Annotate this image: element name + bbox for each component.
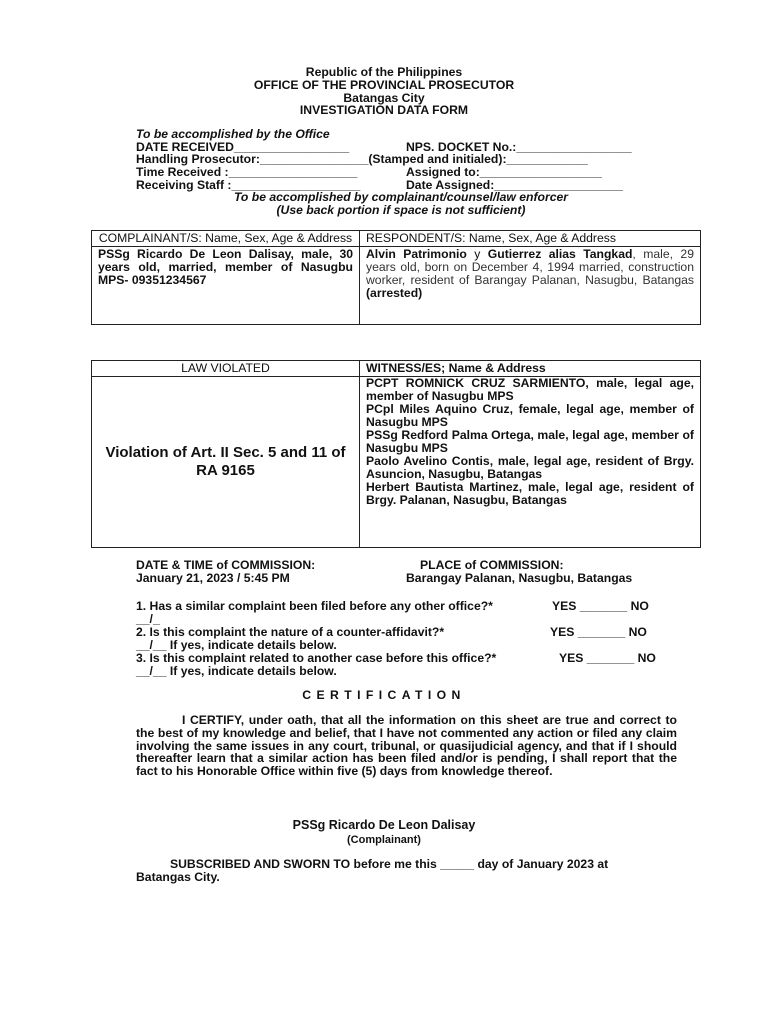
complainant-header: COMPLAINANT/S: Name, Sex, Age & Address — [92, 231, 360, 247]
certification-text: I CERTIFY, under oath, that all the information on this sheet are true and correct to the best of my knowledge and belief, that I have not commented any action or filed any claim involving the same issues in any court, tribunal, or quasijudicial agency, and that if I should thereafter learn that a similar action has been filed and/or is pending, I shall report that the fact to his Honorable Office within five (5) days from knowledge thereof. — [136, 713, 677, 779]
certification-title: CERTIFICATION — [302, 688, 466, 702]
witness-cell — [360, 377, 701, 548]
complainant-role: (Complainant) — [347, 834, 421, 846]
witness-entry: PCpl Miles Aquino Cruz, female, legal age, member of Nasugbu MPS — [366, 402, 694, 429]
time-received-field: Time Received :___________________ — [136, 165, 358, 180]
form-title: INVESTIGATION DATA FORM — [299, 103, 469, 118]
commission-section — [136, 559, 676, 585]
question-1-yes-no: YES _______ NO — [552, 599, 649, 613]
parties-table — [91, 230, 701, 325]
office-section — [136, 128, 666, 217]
respondent-details: , male, 29 years old, born on December 4, 1994 married, construction worker, resident of Barangay Palanan, Nasugbu, Batangas — [366, 247, 694, 287]
office-line: OFFICE OF THE PROVINCIAL PROSECUTOR — [253, 77, 515, 92]
commission-place-label: PLACE of COMMISSION: — [420, 558, 564, 572]
date-assigned-field: Date Assigned:___________________ — [406, 177, 624, 192]
certification-body — [136, 714, 677, 778]
prosecutor-field: Handling Prosecutor:________________(Stamped and initialed):____________ — [136, 152, 588, 167]
city-line: Batangas City — [343, 90, 425, 105]
complainant-note: To be accomplished by complainant/counsel/law enforcer — [233, 190, 569, 205]
witness-entry: PSSg Redford Palma Ortega, male, legal age, member of Nasugbu MPS — [366, 428, 694, 455]
question-3-cont: __/__ If yes, indicate details below. — [136, 664, 337, 678]
complainant-signature-name: PSSg Ricardo De Leon Dalisay — [292, 818, 476, 832]
commission-date-label: DATE & TIME of COMMISSION: — [136, 558, 316, 572]
receiving-staff-field: Receiving Staff :___________________ — [136, 177, 361, 192]
sworn-text: SUBSCRIBED AND SWORN TO before me this _____ day of January 2023 at Batangas City. — [136, 857, 609, 884]
question-1-text: 1. Has a similar complaint been filed before any other office?* — [136, 599, 493, 613]
complainant-cell: PSSg Ricardo De Leon Dalisay, male, 30 years old, married, member of Nasugbu MPS- 09351234567 — [92, 247, 360, 325]
assigned-to-field: Assigned to:__________________ — [406, 165, 602, 180]
law-violated-header: LAW VIOLATED — [92, 361, 360, 377]
respondent-header: RESPONDENT/S: Name, Sex, Age & Address — [360, 231, 701, 247]
question-2-cont: __/__ If yes, indicate details below. — [136, 638, 337, 652]
question-2-text: 2. Is this complaint the nature of a counter-affidavit?* — [136, 625, 445, 639]
question-1-cont: __/_ — [136, 612, 160, 626]
commission-place-value: Barangay Palanan, Nasugbu, Batangas — [406, 571, 633, 585]
witness-entry: Herbert Bautista Martinez, male, legal age, resident of Brgy. Palanan, Nasugbu, Batangas — [366, 480, 694, 507]
question-2-yes-no: YES _______ NO — [550, 625, 647, 639]
question-3-text: 3. Is this complaint related to another case before this office?* — [136, 651, 497, 665]
commission-values — [136, 572, 676, 585]
violation-table — [91, 360, 701, 548]
date-received-field: DATE RECEIVED_________________ — [136, 139, 350, 154]
respondent-status: (arrested) — [366, 286, 423, 300]
form-header — [0, 66, 768, 117]
office-intro: To be accomplished by the Office — [136, 127, 330, 141]
sworn-statement — [136, 858, 666, 884]
respondent-connector: y — [466, 247, 488, 261]
docket-field: NPS. DOCKET No.:_________________ — [406, 139, 632, 154]
back-portion-note: (Use back portion if space is not sufficient) — [276, 203, 526, 218]
signature-block — [0, 819, 768, 847]
question-3-yes-no: YES _______ NO — [559, 651, 656, 665]
commission-date-value: January 21, 2023 / 5:45 PM — [136, 571, 290, 585]
republic-line: Republic of the Philippines — [305, 65, 463, 79]
witness-entry: Paolo Avelino Contis, male, legal age, resident of Brgy. Asuncion, Nasugbu, Batangas — [366, 454, 694, 481]
respondent-cell — [360, 247, 701, 325]
respondent-alias: Gutierrez alias Tangkad — [487, 247, 633, 261]
questions-section — [136, 600, 666, 678]
respondent-name: Alvin Patrimonio — [366, 247, 467, 261]
question-1 — [136, 600, 666, 613]
witness-entry: PCPT ROMNICK CRUZ SARMIENTO, male, legal age, member of Nasugbu MPS — [366, 376, 694, 403]
witness-header: WITNESS/ES; Name & Address — [360, 361, 701, 377]
law-violated-cell: Violation of Art. II Sec. 5 and 11 of RA 9165 — [92, 377, 360, 548]
